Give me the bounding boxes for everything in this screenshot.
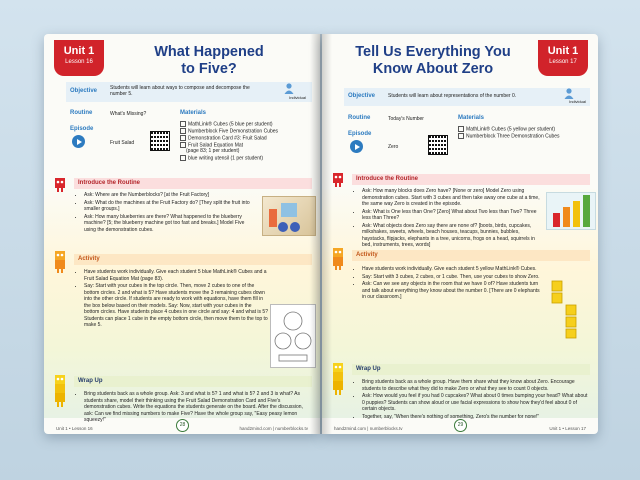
intro-routine-body: [78, 192, 256, 234]
episode-label: Episode: [348, 131, 372, 137]
intro-routine-heading: Introduce the Routine: [74, 178, 312, 189]
checkbox-icon: [458, 133, 464, 139]
activity-heading: Activity: [352, 250, 590, 261]
episode-value: Fruit Salad: [110, 140, 135, 146]
list-item: • Ask: What do the machines at the Fruit Factory do? [They split the fruit into smaller groups.]: [84, 200, 256, 213]
objective-row: [344, 88, 590, 106]
list-item: • Bring students back as a whole group. Ask: 3 and what is 5? 1 and what is 5? 2 and 3 is what? As students share, model their thinking using the Fruit Salad Demonstration Card and Five's demonstration cubes. Write the equations the students generate on the board. After the discussion, ask: Can we find missing numbers to make Five? Have the whole group say, "Easy peasy lemon squeezy!": [84, 391, 310, 424]
activity-body: [78, 269, 268, 330]
numberblock-three-icon: [52, 374, 68, 408]
wrap-up-heading: Wrap Up: [74, 376, 312, 387]
list-item: • Ask: What objects does Zero say there are none of? [boots, birds, cupcakes, milkshakes, sweets, wheels, beach houses, teacups, bunnies, bubbles, haystacks, flipjacks, elephants in a tree, unicorns, frogs on a head, squirrels in bed, instruments, trees, words]: [362, 223, 540, 249]
materials-label: Materials: [458, 115, 485, 121]
material-item: Numberblock Five Demonstration Cubes: [180, 128, 278, 135]
lesson-title-line-1: What Happened: [154, 44, 264, 60]
play-video-icon[interactable]: [350, 140, 363, 153]
person-icon: [564, 88, 574, 99]
list-item: • Ask: What is One less than One? [Zero] What about Two less than Two? Three less than Three?: [362, 209, 540, 222]
objective-label: Objective: [348, 93, 376, 99]
lesson-label: Lesson 16: [65, 59, 93, 65]
lesson-title-line-1: Tell Us Everything You: [355, 44, 511, 60]
material-item: Demonstration Card #3: Fruit Salad: [180, 135, 267, 142]
page-number: 28: [176, 419, 189, 432]
equation-mat-image: [271, 305, 315, 367]
episode-value: Zero: [388, 144, 399, 150]
list-item: • Ask: How would you feel if you had 0 cupcakes? What about 0 times bumping your head? What about 0 puppies? Students can show aloud or use facial expressions to show how they'd feel about 0 of certain objects.: [362, 393, 588, 413]
page-lesson-17: [322, 34, 598, 434]
activity-heading: Activity: [74, 254, 312, 265]
wrap-up-body: [356, 379, 588, 421]
lesson-label: Lesson 17: [549, 59, 577, 65]
checkbox-icon: [180, 121, 186, 127]
lesson-title: [108, 44, 310, 78]
unit-tab: [54, 40, 104, 76]
wrap-up-body: [78, 391, 310, 425]
list-item: • Say: Start with 3 cubes, 2 cubes, or 1 cube. Then, use your cubes to show Zero.: [362, 274, 542, 281]
objective-label: Objective: [70, 88, 98, 94]
material-item-note: (page 83; 1 per student): [186, 148, 240, 154]
footer-website: hand2mind.com | numberblocks.tv: [239, 426, 308, 431]
objective-row: [66, 82, 312, 102]
episode-label: Episode: [70, 126, 94, 132]
footer-lesson: Unit 1 • Lesson 17: [549, 426, 586, 431]
open-workbook: [44, 34, 598, 436]
numberblock-one-icon: [52, 175, 68, 193]
unit-label: Unit 1: [63, 45, 95, 57]
checkbox-icon: [458, 126, 464, 132]
page-lesson-16: [44, 34, 320, 434]
grouping-label: Individual: [289, 95, 306, 100]
page-number: 29: [454, 419, 467, 432]
list-item: • Bring students back as a whole group. Have them share what they know about Zero. Encourage students to describe what they did to make Zero or what they see to count 0 objects.: [362, 379, 588, 392]
material-item: MathLink® Cubes (5 yellow per student): [458, 126, 555, 133]
intro-routine-heading: Introduce the Routine: [352, 174, 590, 185]
numberblock-two-icon: [52, 249, 68, 273]
list-item: • Have students work individually. Give each student 5 yellow MathLink® Cubes.: [362, 266, 542, 273]
checkbox-icon: [180, 135, 186, 141]
lesson-title-line-2: Know About Zero: [372, 61, 494, 77]
footer-website: hand2mind.com | numberblocks.tv: [334, 426, 403, 431]
numberblock-one-icon: [330, 170, 346, 188]
routine-label: Routine: [348, 115, 371, 121]
activity-body: [356, 266, 542, 302]
qr-code-icon: [150, 131, 170, 151]
material-item: MathLink® Cubes (5 blue per student): [180, 121, 273, 128]
equation-mat-thumbnail: [270, 304, 316, 368]
checkbox-icon: [180, 128, 186, 134]
material-item: blue writing utensil (1 per student): [180, 155, 263, 162]
list-item: • Say: Start with your cubes in the top circle. Then, move 2 cubes to one of the bottom circles. 2 and what is 5? Have students move the 3 remaining cubes down into the other circle. If students are ready to work with equations, have them fill in the box below based on their models. Say: Now, start with your cubes in the bottom circles. Have students place 4 cubes in one circle and say: 4 and what is 5? Students can place 1 cube in the empty bottom circle, then move them to the top to make 5.: [84, 283, 268, 329]
routine-value: What's Missing?: [110, 111, 147, 117]
material-item: Numberblock Three Demonstration Cubes: [458, 133, 560, 140]
material-item: Fruit Salad Equation Mat: [180, 142, 243, 149]
materials-label: Materials: [180, 110, 207, 116]
intro-routine-body: [356, 188, 540, 250]
objective-text: Students will learn about ways to compose and decompose the number 5.: [110, 85, 250, 98]
routine-value: Today's Number: [388, 116, 424, 122]
yellow-cubes-illustration: [550, 279, 590, 339]
numberblocks-illustration: [546, 192, 596, 230]
list-item: • Ask: Where are the Numberblocks? [at the Fruit Factory]: [84, 192, 256, 199]
list-item: • Ask: How many blocks does Zero have? [None or zero] Model Zero using demonstration cubes. Start with 3 cubes and then take away one cube at a time, the same way Zero is created in the episode.: [362, 188, 540, 208]
unit-label: Unit 1: [547, 45, 579, 57]
fruit-machine-photo: [262, 196, 316, 236]
list-item: • Ask: How many blueberries are there? What happened to the blueberry machine? [5; the blueberry machine got too fast and breaks.] Model Five using the demonstration cubes.: [84, 214, 256, 234]
unit-tab: [538, 40, 588, 76]
lesson-title: [332, 44, 534, 78]
lesson-title-line-2: to Five?: [181, 61, 237, 77]
numberblock-two-icon: [330, 246, 346, 270]
routine-label: Routine: [70, 110, 93, 116]
checkbox-icon: [180, 155, 186, 161]
footer-lesson: Unit 1 • Lesson 16: [56, 426, 93, 431]
list-item: • Ask: Can we see any objects in the room that we have 0 of? Have students turn and talk about everything they know about the number 0. [There are 0 elephants in our classroom.]: [362, 281, 542, 301]
list-item: • Together, say, "When there's nothing of something, Zero's the number for none!": [362, 414, 588, 421]
person-icon: [284, 83, 294, 94]
list-item: • Have students work individually. Give each student 5 blue MathLink® Cubes and a Fruit Salad Equation Mat (page 83).: [84, 269, 268, 282]
wrap-up-heading: Wrap Up: [352, 364, 590, 375]
numberblock-three-icon: [330, 362, 346, 396]
objective-text: Students will learn about representations of the number 0.: [388, 93, 517, 99]
grouping-label: Individual: [569, 99, 586, 104]
qr-code-icon: [428, 135, 448, 155]
play-video-icon[interactable]: [72, 135, 85, 148]
fruit-machine-image: [263, 197, 315, 235]
numberblocks-image: [547, 193, 595, 229]
